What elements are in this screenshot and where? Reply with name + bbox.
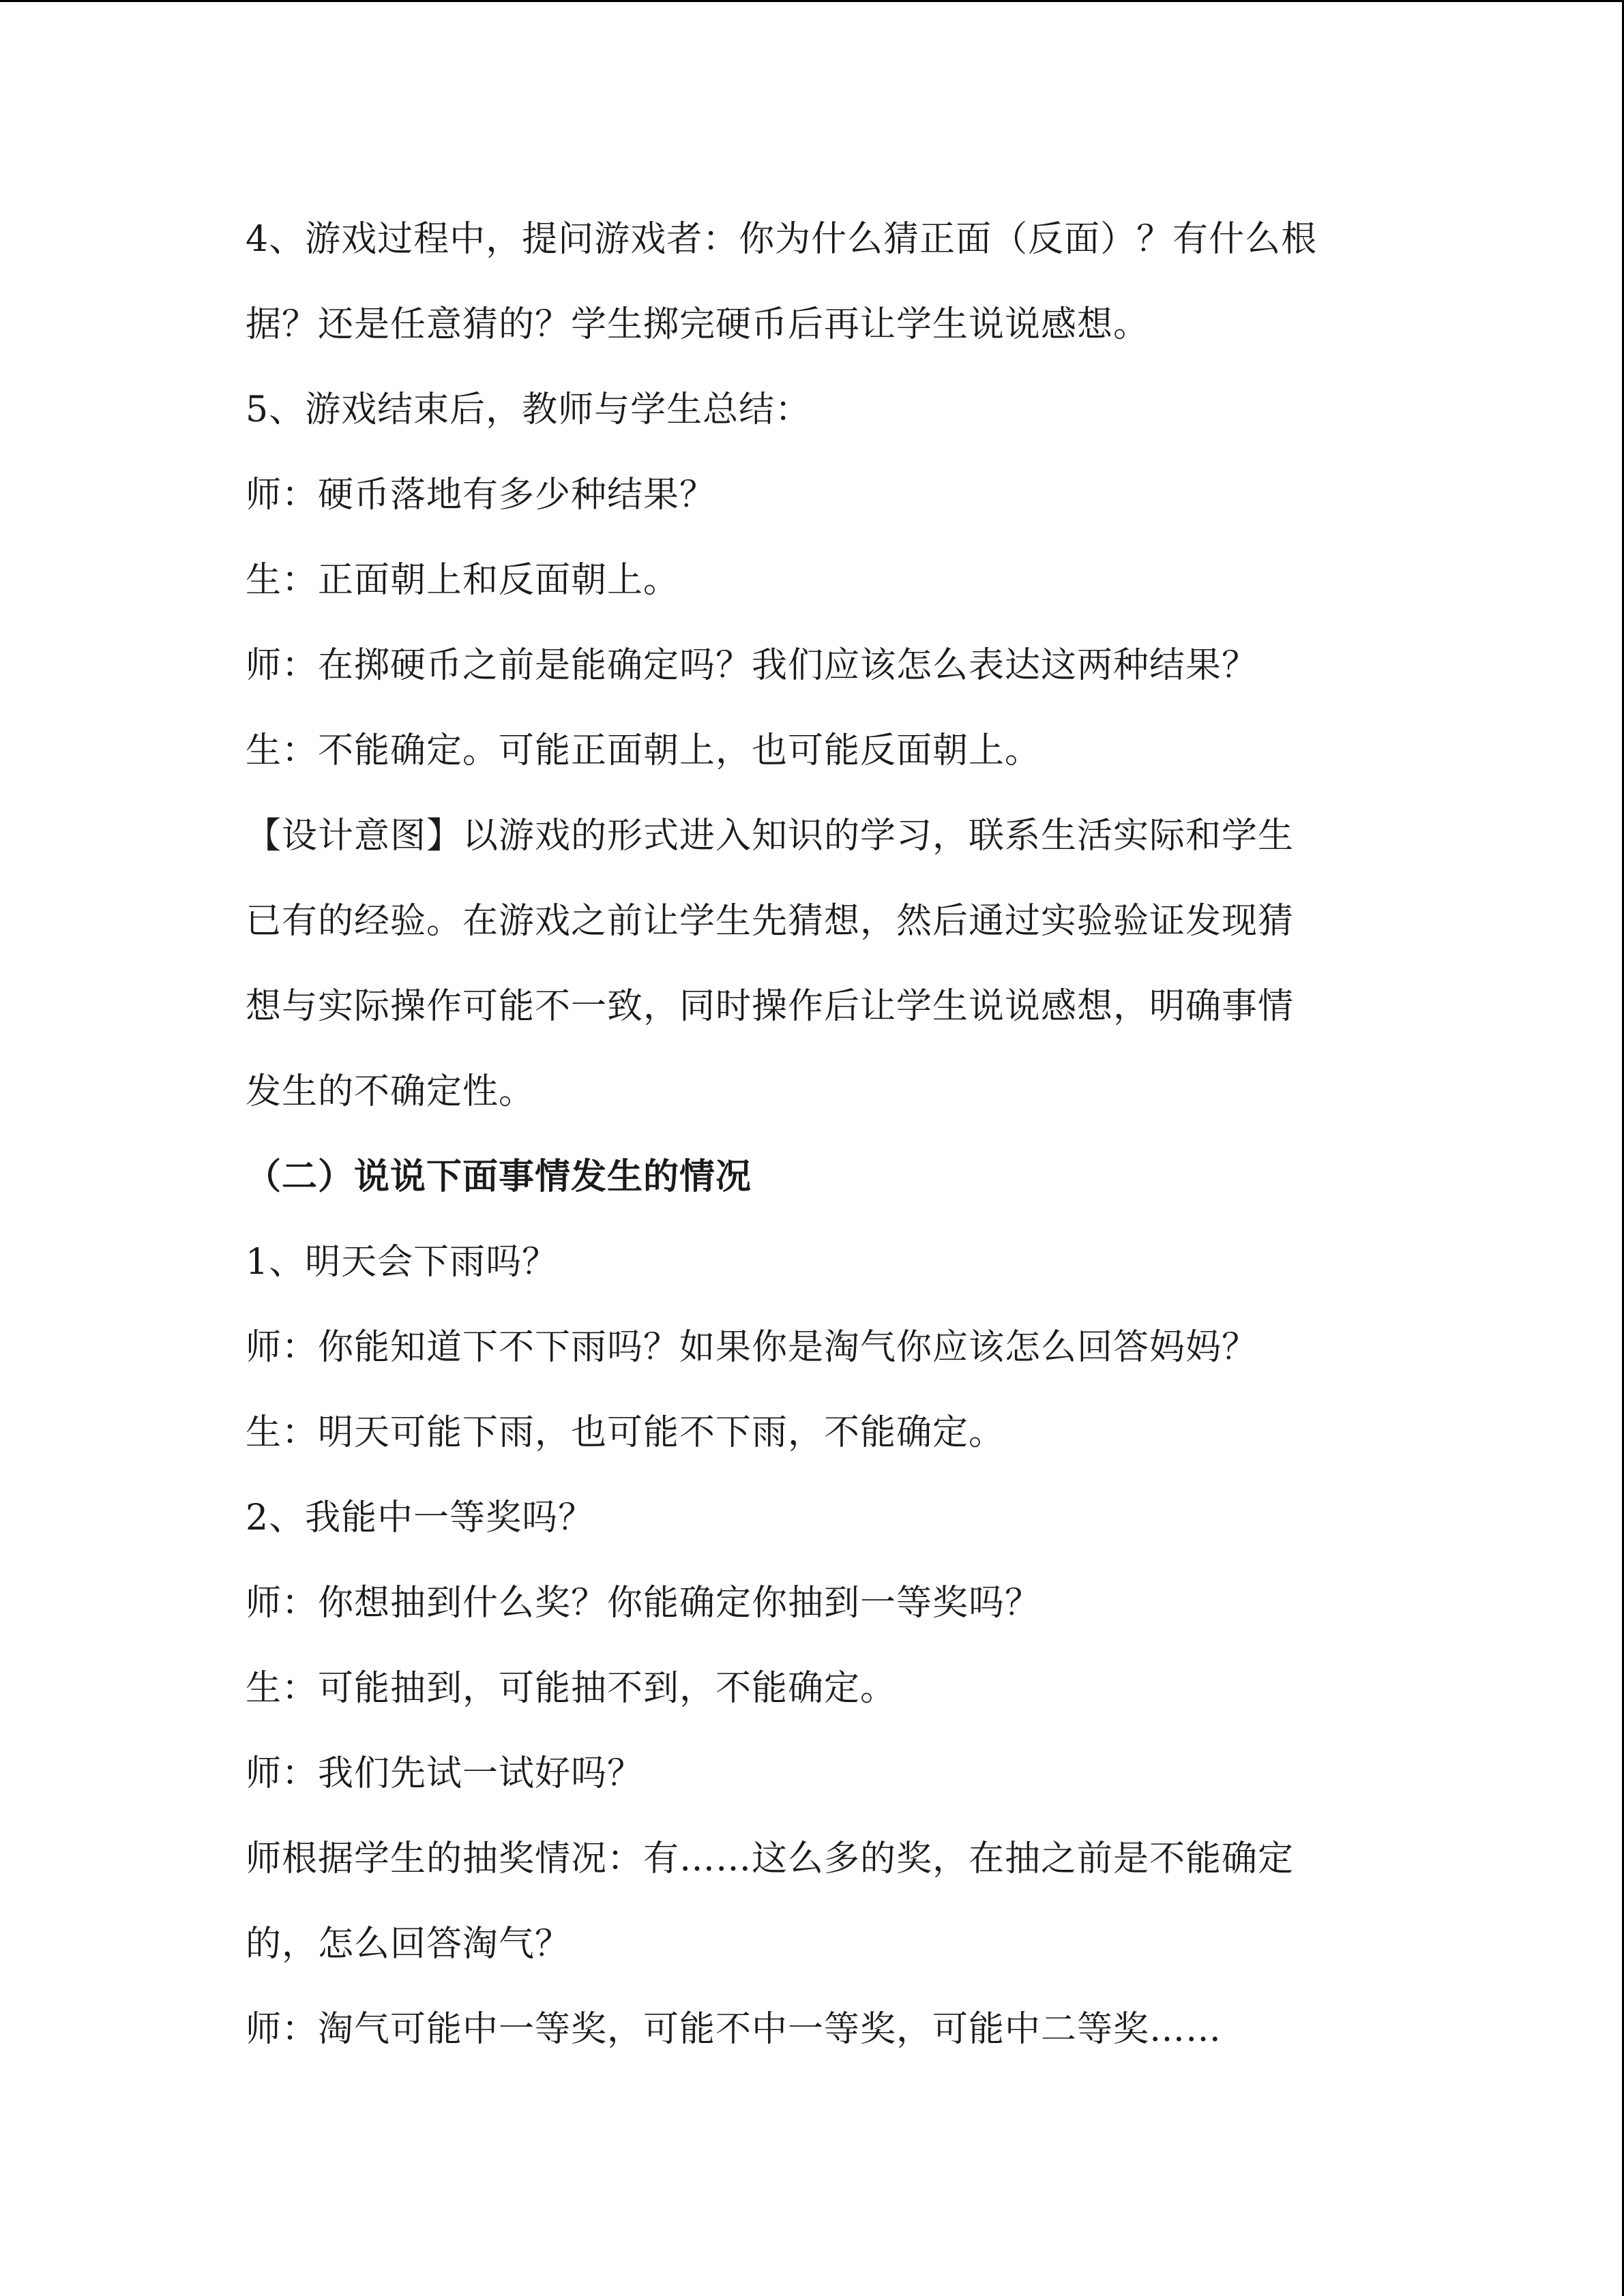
page-top-border [0, 0, 1624, 2]
section-heading: （二）说说下面事情发生的情况 [246, 1157, 752, 1197]
dialogue-line: 师：硬币落地有多少种结果？ [246, 475, 716, 516]
question-line: 2、我能中一等奖吗？ [246, 1497, 595, 1538]
design-intent-line: 【设计意图】以游戏的形式进入知识的学习，联系生活实际和学生 [246, 816, 1295, 856]
dialogue-line: 师：我们先试一试好吗？ [246, 1753, 644, 1794]
paragraph-line: 师根据学生的抽奖情况：有……这么多的奖，在抽之前是不能确定 [246, 1838, 1295, 1879]
dialogue-line: 生：不能确定。可能正面朝上，也可能反面朝上。 [246, 730, 1042, 771]
dialogue-line: 生：明天可能下雨，也可能不下雨，不能确定。 [246, 1412, 1005, 1453]
dialogue-line: 生：正面朝上和反面朝上。 [246, 560, 680, 601]
question-line: 1、明天会下雨吗？ [246, 1242, 559, 1283]
dialogue-line: 师：你能知道下不下雨吗？如果你是淘气你应该怎么回答妈妈？ [246, 1327, 1258, 1368]
design-intent-line: 想与实际操作可能不一致，同时操作后让学生说说感想，明确事情 [246, 986, 1295, 1027]
paragraph-line: 4、游戏过程中，提问游戏者：你为什么猜正面（反面）？有什么根 [246, 219, 1318, 260]
design-intent-line: 已有的经验。在游戏之前让学生先猜想，然后通过实验验证发现猜 [246, 901, 1295, 942]
dialogue-line: 师：在掷硬币之前是能确定吗？我们应该怎么表达这两种结果？ [246, 645, 1258, 686]
paragraph-line: 据？还是任意猜的？学生掷完硬币后再让学生说说感想。 [246, 304, 1150, 345]
dialogue-line: 生：可能抽到，可能抽不到，不能确定。 [246, 1668, 897, 1709]
paragraph-line: 的，怎么回答淘气？ [246, 1924, 572, 1965]
paragraph-line: 5、游戏结束后，教师与学生总结： [246, 389, 812, 430]
dialogue-line: 师：你想抽到什么奖？你能确定你抽到一等奖吗？ [246, 1583, 1042, 1624]
dialogue-line: 师：淘气可能中一等奖，可能不中一等奖，可能中二等奖…… [246, 2009, 1222, 2050]
document-body [246, 207, 1378, 2082]
design-intent-line: 发生的不确定性。 [246, 1071, 535, 1112]
